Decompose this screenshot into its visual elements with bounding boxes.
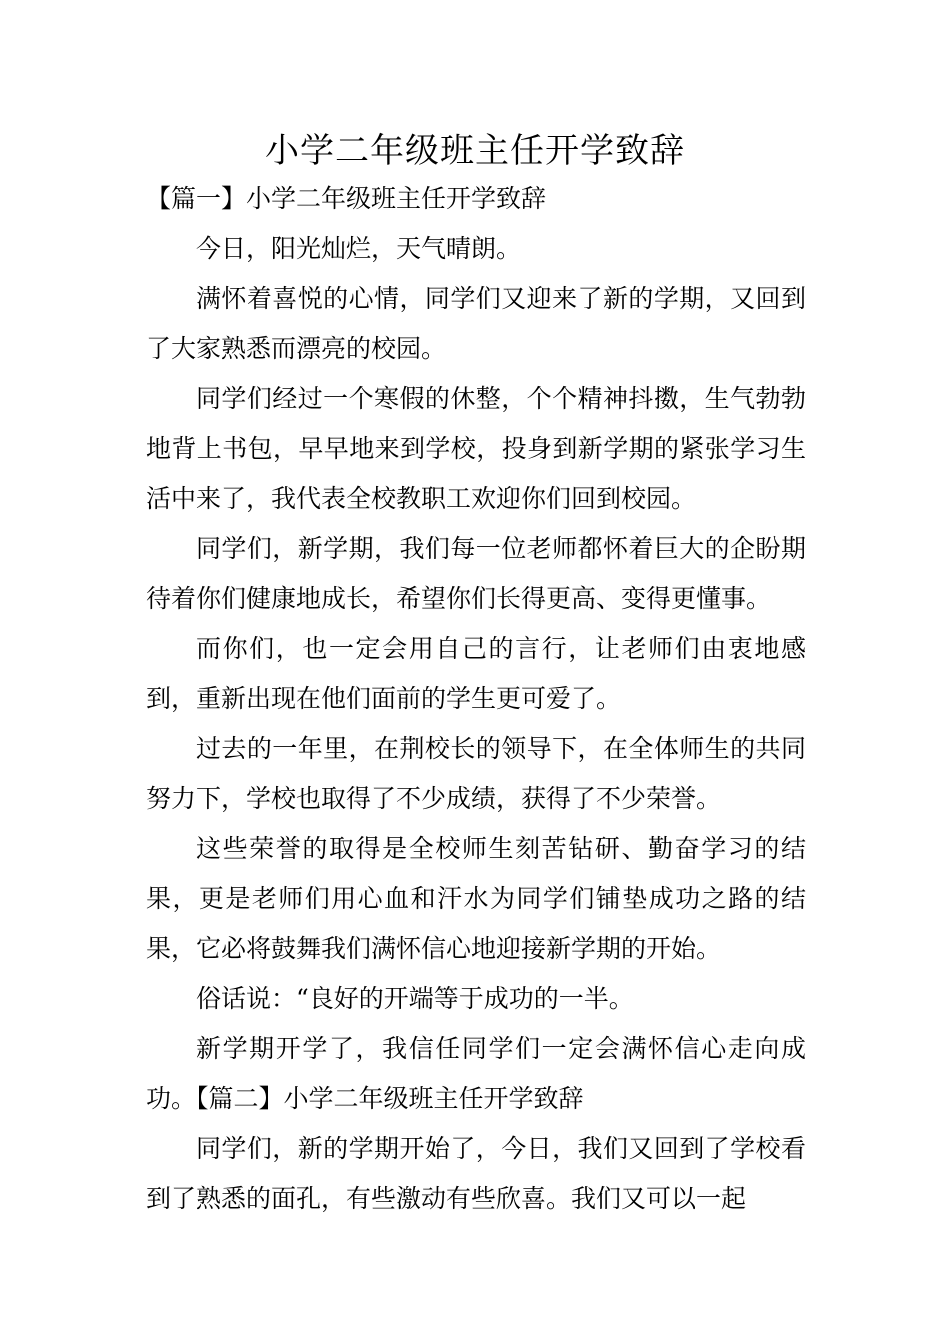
section-heading: 【篇一】小学二年级班主任开学致辞 [146,184,547,213]
paragraph: 而你们，也一定会用自己的言行，让老师们由衷地感到，重新出现在他们面前的学生更可爱了。 [146,634,806,713]
paragraph: 同学们经过一个寒假的休整，个个精神抖擞，生气勃勃地背上书包，早早地来到学校，投身到新学期的紧张学习生活中来了，我代表全校教职工欢迎你们回到校园。 [146,384,806,513]
document-title: 小学二年级班主任开学致辞 [265,131,685,171]
paragraph: 今日，阳光灿烂，天气晴朗。 [196,234,522,263]
paragraph: 这些荣誉的取得是全校师生刻苦钻研、勤奋学习的结果，更是老师们用心血和汗水为同学们铺垫成功之路的结果，它必将鼓舞我们满怀信心地迎接新学期的开始。 [146,834,806,963]
document-body [146,174,806,1224]
paragraph: 俗话说：“良好的开端等于成功的一半。 [196,984,634,1013]
paragraph: 过去的一年里，在荆校长的领导下，在全体师生的共同努力下，学校也取得了不少成绩，获得了不少荣誉。 [146,734,806,813]
paragraph: 同学们，新学期，我们每一位老师都怀着巨大的企盼期待着你们健康地成长，希望你们长得更高、变得更懂事。 [146,534,806,613]
paragraph: 同学们，新的学期开始了，今日，我们又回到了学校看到了熟悉的面孔，有些激动有些欣喜。我们又可以一起 [146,1134,806,1213]
paragraph: 满怀着喜悦的心情，同学们又迎来了新的学期，又回到了大家熟悉而漂亮的校园。 [146,284,806,363]
paragraph: 新学期开学了，我信任同学们一定会满怀信心走向成功。【篇二】小学二年级班主任开学致辞 [146,1034,806,1113]
